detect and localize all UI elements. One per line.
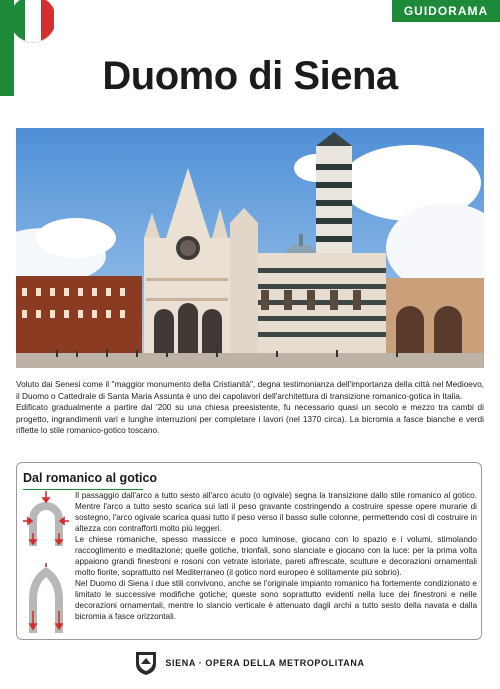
pointed-arch-icon [23, 563, 69, 633]
section-paragraph: Nel Duomo di Siena i due stili convivono, anche se l'originale impianto romanico ha fortemente condizionato e limitato le successive modifiche gotiche; queste sono soprattutto evidenti nella luce dei finestroni e nelle decorazioni ornamentali, mentre lo slancio verticale è attenuato dagli archi a tutto sesto della navata e dalla bicromia a fasce orizzontali. [75, 579, 477, 621]
intro-text [16, 379, 484, 437]
footer [0, 648, 500, 678]
section-body [75, 490, 477, 622]
brand-label: GUIDORAMA [392, 0, 500, 22]
section-title: Dal romanico al gotico [23, 471, 158, 485]
round-arch-icon [23, 491, 69, 546]
info-box [16, 462, 482, 640]
footer-label: SIENA · OPERA DELLA METROPOLITANA [165, 658, 365, 668]
page-title: Duomo di Siena [102, 54, 398, 98]
cathedral-photo [16, 128, 484, 368]
intro-paragraph: Edificato gradualmente a partire dal '200 su una chiesa preesistente, fu necessario quasi un secolo e mezzo tra cambi di progetto, ingrandimenti vari e lunghe interruzioni per completare i lavori (nel 1370 circa). La bicromia a fasce bianche e verdi riflette lo stile romanico-gotico toscano. [16, 402, 484, 435]
italian-flag-icon [14, 0, 54, 44]
section-paragraph: Le chiese romaniche, spesso massicce e poco luminose, giocano con lo spazio e i volumi, stimolando raccoglimento e meditazione; quelle gotiche, trionfali, sono slanciate e giocano con la luce: per la prima volta appaiono grandi finestroni e rosoni con vetrate istoriate, pareti affrescate, sculture e decorazioni ornamentali molto fiorite, soprattutto nel Mediterraneo (il gotico nord europeo è solitamente più sobrio). [75, 535, 477, 577]
section-paragraph: Il passaggio dall'arco a tutto sesto all'arco acuto (o ogivale) segna la transizione dallo stile romanico al gotico. Mentre l'arco a tutto sesto scarica sui lati il peso gravante costringendo a costruire spesse opere murarie di sostegno, l'arco ogivale scarica quasi tutto il peso verso il basso sulle colonne, permettendo così di costruire in altezza con contrafforti molto più leggeri. [75, 491, 477, 533]
opera-seal-icon [135, 650, 157, 676]
intro-paragraph: Voluto dai Senesi come il "maggior monumento della Cristianità", degna testimonianza dell'importanza della città nel Medioevo, il Duomo o Cattedrale di Santa Maria Assunta è uno dei capolavori dell'architettura di transizione romanico-gotica in Italia. [16, 379, 484, 401]
